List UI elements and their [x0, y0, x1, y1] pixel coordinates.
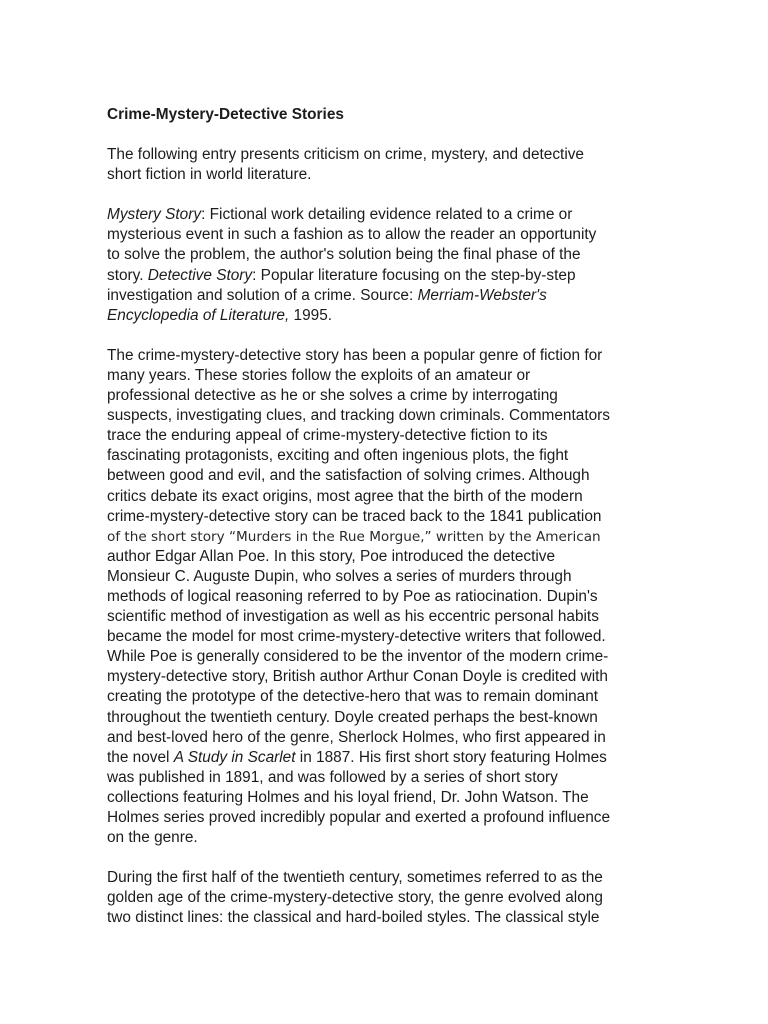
text-run: methods of logical reasoning referred to by Poe as ratiocination. Dupin's: [107, 587, 598, 605]
text-line: [107, 266, 667, 286]
text-run: Monsieur C. Auguste Dupin, who solves a series of murders through: [107, 567, 572, 585]
text-run: creating the prototype of the detective-hero that was to remain dominant: [107, 688, 599, 706]
text-line: [107, 487, 667, 507]
text-line: [107, 466, 667, 486]
text-line: [107, 527, 667, 547]
text-line: [107, 225, 667, 245]
text-run: two distinct lines: the classical and hard-boiled styles. The classical style: [107, 909, 600, 927]
text-run: between good and evil, and the satisfaction of solving crimes. Although: [107, 467, 590, 485]
text-run: of the short story “Murders in the Rue Morgue,” written by the American: [107, 528, 601, 545]
text-line: [107, 708, 667, 728]
text-run: scientific method of investigation as well as his eccentric personal habits: [107, 608, 599, 626]
text-run: The crime-mystery-detective story has been a popular genre of fiction for: [107, 346, 603, 364]
italic-text: Merriam-Webster's: [417, 286, 547, 304]
paragraph: [107, 346, 667, 848]
text-run: was published in 1891, and was followed by a series of short story: [107, 768, 558, 786]
text-line: [107, 587, 667, 607]
italic-text: Mystery Story: [107, 206, 202, 224]
italic-text: Detective Story: [147, 266, 253, 284]
italic-text: Encyclopedia of Literature,: [107, 306, 290, 324]
text-run: : Popular literature focusing on the step-by-step: [252, 266, 576, 284]
text-line: [107, 306, 667, 326]
text-run: investigation and solution of a crime. Source:: [107, 286, 418, 304]
italic-text: A Study in Scarlet: [173, 748, 296, 766]
text-run: mystery-detective story, British author Arthur Conan Doyle is credited with: [107, 668, 608, 686]
text-line: [107, 908, 667, 928]
paragraph-list: [107, 145, 667, 928]
text-run: 1995.: [289, 306, 333, 324]
paragraph: [107, 145, 667, 185]
text-run: and best-loved hero of the genre, Sherlock Holmes, who first appeared in: [107, 728, 606, 746]
text-run: many years. These stories follow the exploits of an amateur or: [107, 366, 531, 384]
text-run: The following entry presents criticism on crime, mystery, and detective: [107, 146, 584, 164]
text-run: suspects, investigating clues, and tracking down criminals. Commentators: [107, 407, 610, 425]
text-run: the novel: [107, 748, 174, 766]
text-line: [107, 446, 667, 466]
text-line: [107, 888, 667, 908]
text-line: [107, 647, 667, 667]
text-line: [107, 868, 667, 888]
text-run: During the first half of the twentieth century, sometimes referred to as the: [107, 869, 603, 887]
paragraph: [107, 205, 667, 326]
text-line: [107, 667, 667, 687]
text-line: [107, 426, 667, 446]
text-line: [107, 507, 667, 527]
text-run: trace the enduring appeal of crime-mystery-detective fiction to its: [107, 427, 548, 445]
text-line: [107, 346, 667, 366]
text-run: throughout the twentieth century. Doyle created perhaps the best-known: [107, 708, 598, 726]
text-run: mysterious event in such a fashion as to allow the reader an opportunity: [107, 226, 597, 244]
text-line: [107, 607, 667, 627]
document-title: Crime-Mystery-Detective Stories: [107, 106, 344, 123]
text-line: [107, 547, 667, 567]
text-line: [107, 748, 667, 768]
text-run: short fiction in world literature.: [107, 166, 312, 184]
text-line: [107, 286, 667, 306]
text-run: crime-mystery-detective story can be traced back to the 1841 publication: [107, 507, 602, 525]
text-line: [107, 406, 667, 426]
text-line: [107, 828, 667, 848]
text-run: on the genre.: [107, 829, 198, 847]
text-line: [107, 768, 667, 788]
text-line: [107, 165, 667, 185]
text-run: collections featuring Holmes and his loyal friend, Dr. John Watson. The: [107, 788, 589, 806]
text-line: [107, 245, 667, 265]
document-body: [107, 105, 667, 948]
text-run: became the model for most crime-mystery-detective writers that followed.: [107, 628, 606, 646]
text-line: [107, 728, 667, 748]
text-run: story.: [107, 266, 148, 284]
text-run: to solve the problem, the author's solution being the final phase of the: [107, 246, 581, 264]
text-run: While Poe is generally considered to be the inventor of the modern crime-: [107, 648, 609, 666]
text-line: [107, 366, 667, 386]
text-line: [107, 567, 667, 587]
text-run: in 1887. His first short story featuring Holmes: [295, 748, 607, 766]
text-run: professional detective as he or she solves a crime by interrogating: [107, 387, 558, 405]
text-run: critics debate its exact origins, most agree that the birth of the modern: [107, 487, 583, 505]
paragraph: [107, 868, 667, 928]
text-line: [107, 788, 667, 808]
text-run: Holmes series proved incredibly popular and exerted a profound influence: [107, 809, 611, 826]
text-run: golden age of the crime-mystery-detective story, the genre evolved along: [107, 889, 603, 907]
text-line: [107, 386, 667, 406]
text-line: [107, 145, 667, 165]
text-line: [107, 627, 667, 647]
text-run: fascinating protagonists, exciting and often ingenious plots, the fight: [107, 447, 569, 465]
text-run: : Fictional work detailing evidence related to a crime or: [201, 206, 573, 224]
text-line: [107, 205, 667, 225]
text-line: [107, 808, 667, 828]
text-run: author Edgar Allan Poe. In this story, Poe introduced the detective: [107, 547, 556, 565]
text-line: [107, 687, 667, 707]
